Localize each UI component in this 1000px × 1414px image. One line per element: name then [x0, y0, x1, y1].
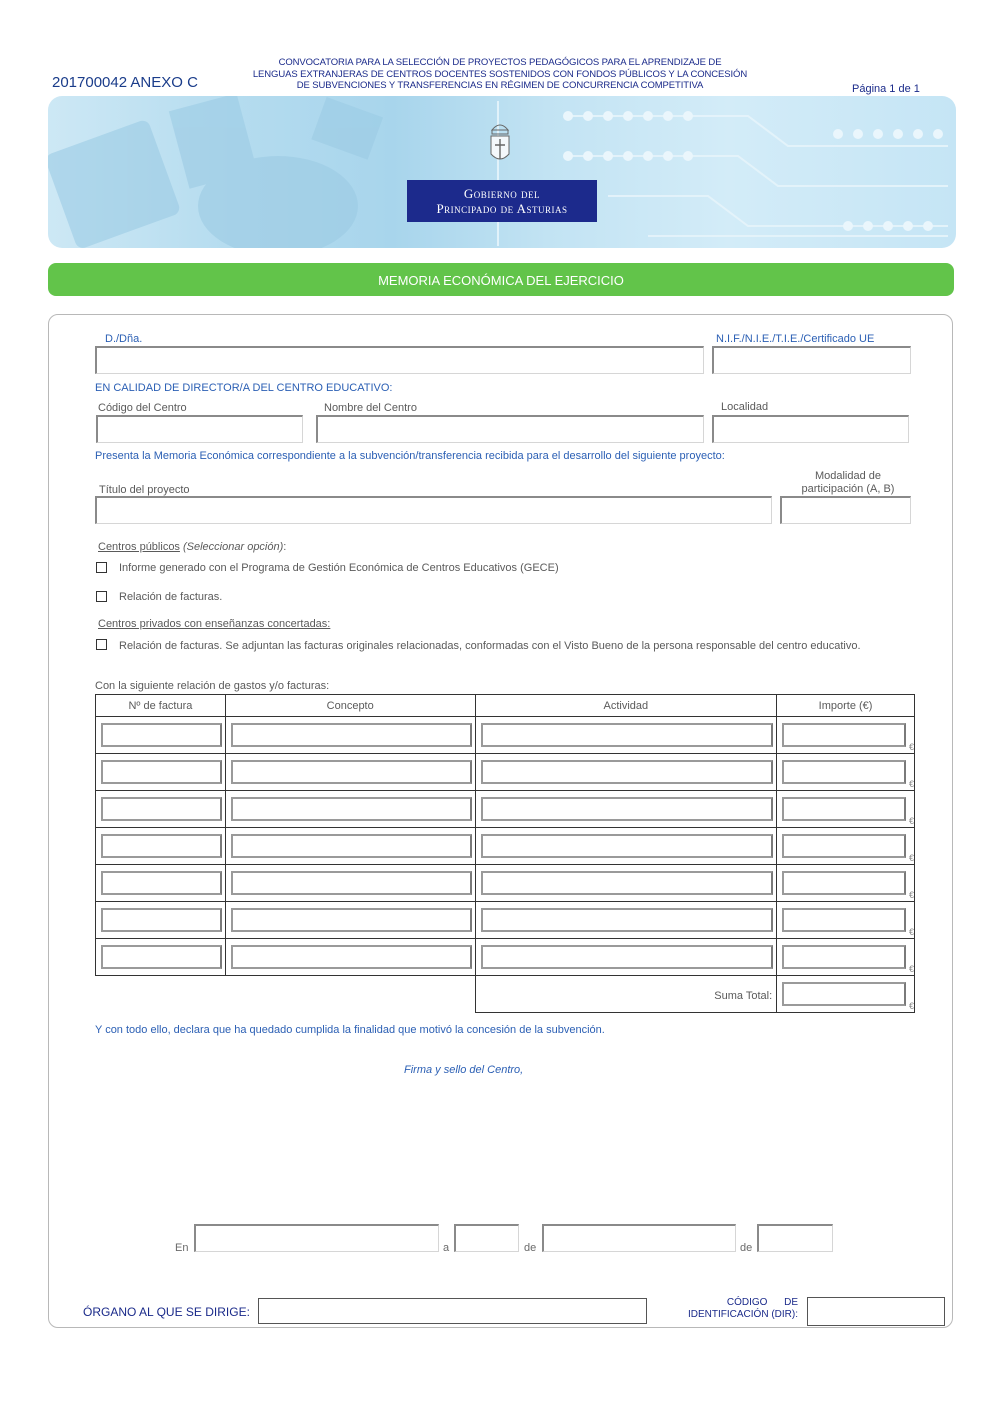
gece-report-label: Informe generado con el Programa de Gestión Económica de Centros Educativos (GECE): [119, 562, 559, 574]
circuit-background-image: [48, 96, 956, 248]
euro-symbol: €: [908, 1001, 914, 1011]
table-row: [96, 939, 915, 976]
euro-symbol: €: [908, 779, 914, 789]
public-invoices-checkbox[interactable]: [96, 591, 107, 602]
private-centers-heading: Centros privados con enseñanzas concertadas:: [98, 618, 331, 630]
public-centers-colon: :: [283, 541, 287, 553]
column-header-activity: Actividad: [475, 695, 777, 717]
center-code-field[interactable]: [96, 415, 303, 443]
document-code: 201700042 ANEXO C: [52, 74, 198, 91]
section-title: MEMORIA ECONÓMICA DEL EJERCICIO: [48, 263, 954, 296]
euro-symbol: €: [908, 742, 914, 752]
public-centers-title: Centros públicos: [98, 541, 180, 553]
dir-code-field[interactable]: [807, 1297, 945, 1326]
public-centers-heading: [98, 541, 286, 553]
amount-field[interactable]: [782, 760, 906, 784]
concept-field[interactable]: [231, 908, 472, 932]
center-name-field[interactable]: [316, 415, 704, 443]
project-title-field[interactable]: [95, 496, 772, 524]
table-row: [96, 902, 915, 939]
modality-label-line: participación (A, B): [801, 483, 895, 495]
header-banner: [48, 96, 956, 248]
euro-symbol: €: [908, 890, 914, 900]
activity-field[interactable]: [481, 908, 774, 932]
table-row: [96, 791, 915, 828]
table-row: [96, 828, 915, 865]
center-name-label: Nombre del Centro: [324, 402, 417, 414]
invoice-number-field[interactable]: [101, 834, 222, 858]
concept-field[interactable]: [231, 723, 472, 747]
invoice-number-field[interactable]: [101, 871, 222, 895]
locality-field[interactable]: [712, 415, 909, 443]
place-field[interactable]: [194, 1224, 439, 1252]
invoice-number-field[interactable]: [101, 945, 222, 969]
nif-label: N.I.F./N.I.E./T.I.E./Certificado UE: [716, 333, 875, 345]
invoice-number-field[interactable]: [101, 723, 222, 747]
modality-label: [786, 470, 910, 496]
organ-label: ÓRGANO AL QUE SE DIRIGE:: [83, 1305, 250, 1319]
month-field[interactable]: [542, 1224, 736, 1252]
invoice-number-field[interactable]: [101, 760, 222, 784]
concept-field[interactable]: [231, 945, 472, 969]
activity-field[interactable]: [481, 871, 774, 895]
total-row: [96, 976, 915, 1013]
table-row: [96, 865, 915, 902]
project-title-label: Título del proyecto: [99, 484, 190, 496]
logo-line: Principado de Asturias: [436, 201, 568, 216]
activity-field[interactable]: [481, 945, 774, 969]
date-de-label: de: [740, 1242, 753, 1254]
day-field[interactable]: [454, 1224, 519, 1252]
concept-field[interactable]: [231, 760, 472, 784]
activity-field[interactable]: [481, 834, 774, 858]
public-centers-hint: (Seleccionar opción): [183, 541, 284, 553]
table-row: [96, 717, 915, 754]
table-row: [96, 754, 915, 791]
activity-field[interactable]: [481, 723, 774, 747]
total-label: Suma Total:: [714, 990, 773, 1002]
amount-field[interactable]: [782, 797, 906, 821]
amount-field[interactable]: [782, 945, 906, 969]
declaration-text: Y con todo ello, declara que ha quedado cumplida la finalidad que motivó la concesión de la subvención.: [95, 1024, 605, 1036]
expenses-intro: Con la siguiente relación de gastos y/o facturas:: [95, 680, 330, 692]
private-invoices-label: Relación de facturas. Se adjuntan las facturas originales relacionadas, conformadas con el Visto Bueno de la persona responsable del centro educativo.: [119, 640, 861, 652]
private-invoices-checkbox[interactable]: [96, 639, 107, 650]
table-header-row: [96, 695, 915, 717]
invoice-number-field[interactable]: [101, 797, 222, 821]
logo-line: Gobierno del: [463, 186, 541, 201]
amount-field[interactable]: [782, 834, 906, 858]
concept-field[interactable]: [231, 797, 472, 821]
nif-field[interactable]: [712, 346, 911, 374]
activity-field[interactable]: [481, 760, 774, 784]
modality-field[interactable]: [780, 496, 911, 524]
amount-field[interactable]: [782, 723, 906, 747]
dir-code-label-line: CÓDIGO DE: [726, 1297, 798, 1308]
call-title-line: LENGUAS EXTRANJERAS DE CENTROS DOCENTES SOSTENIDOS CON FONDOS PÚBLICOS Y LA CONCESIÓN: [252, 68, 748, 80]
invoice-number-field[interactable]: [101, 908, 222, 932]
amount-field[interactable]: [782, 871, 906, 895]
public-invoices-label: Relación de facturas.: [119, 591, 223, 603]
concept-field[interactable]: [231, 871, 472, 895]
concept-field[interactable]: [231, 834, 472, 858]
call-title: [220, 57, 780, 92]
column-header-amount: Importe (€): [777, 695, 915, 717]
date-a-label: a: [443, 1242, 450, 1254]
euro-symbol: €: [908, 964, 914, 974]
column-header-concept: Concepto: [225, 695, 475, 717]
total-amount-field[interactable]: [782, 982, 906, 1006]
dir-code-label: [672, 1297, 798, 1321]
project-intro: Presenta la Memoria Económica correspondiente a la subvención/transferencia recibida para el desarrollo del siguiente proyecto:: [95, 450, 725, 462]
coat-of-arms-icon: [487, 120, 513, 166]
date-en-label: En: [175, 1242, 189, 1254]
locality-label: Localidad: [721, 401, 769, 413]
column-header-invoice: Nº de factura: [96, 695, 226, 717]
dir-code-label-line: IDENTIFICACIÓN (DIR):: [688, 1309, 798, 1320]
organ-field[interactable]: [258, 1298, 647, 1324]
center-code-label: Código del Centro: [98, 402, 187, 414]
euro-symbol: €: [908, 816, 914, 826]
call-title-line: DE SUBVENCIONES Y TRANSFERENCIAS EN RÉGIMEN DE CONCURRENCIA COMPETITIVA: [296, 80, 704, 91]
euro-symbol: €: [908, 927, 914, 937]
modality-label-line: Modalidad de: [814, 470, 882, 482]
page-number: Página 1 de 1: [852, 83, 920, 95]
amount-field[interactable]: [782, 908, 906, 932]
activity-field[interactable]: [481, 797, 774, 821]
name-label: D./Dña.: [105, 333, 143, 345]
gece-report-checkbox[interactable]: [96, 562, 107, 573]
expenses-table: [95, 694, 915, 1013]
name-field[interactable]: [95, 346, 704, 374]
signature-label: Firma y sello del Centro,: [404, 1064, 524, 1076]
center-heading: EN CALIDAD DE DIRECTOR/A DEL CENTRO EDUCATIVO:: [95, 382, 393, 394]
government-logo: [407, 180, 597, 222]
euro-symbol: €: [908, 853, 914, 863]
date-de-label: de: [524, 1242, 537, 1254]
call-title-line: CONVOCATORIA PARA LA SELECCIÓN DE PROYECTOS PEDAGÓGICOS PARA EL APRENDIZAJE DE: [278, 57, 722, 68]
year-field[interactable]: [757, 1224, 833, 1252]
